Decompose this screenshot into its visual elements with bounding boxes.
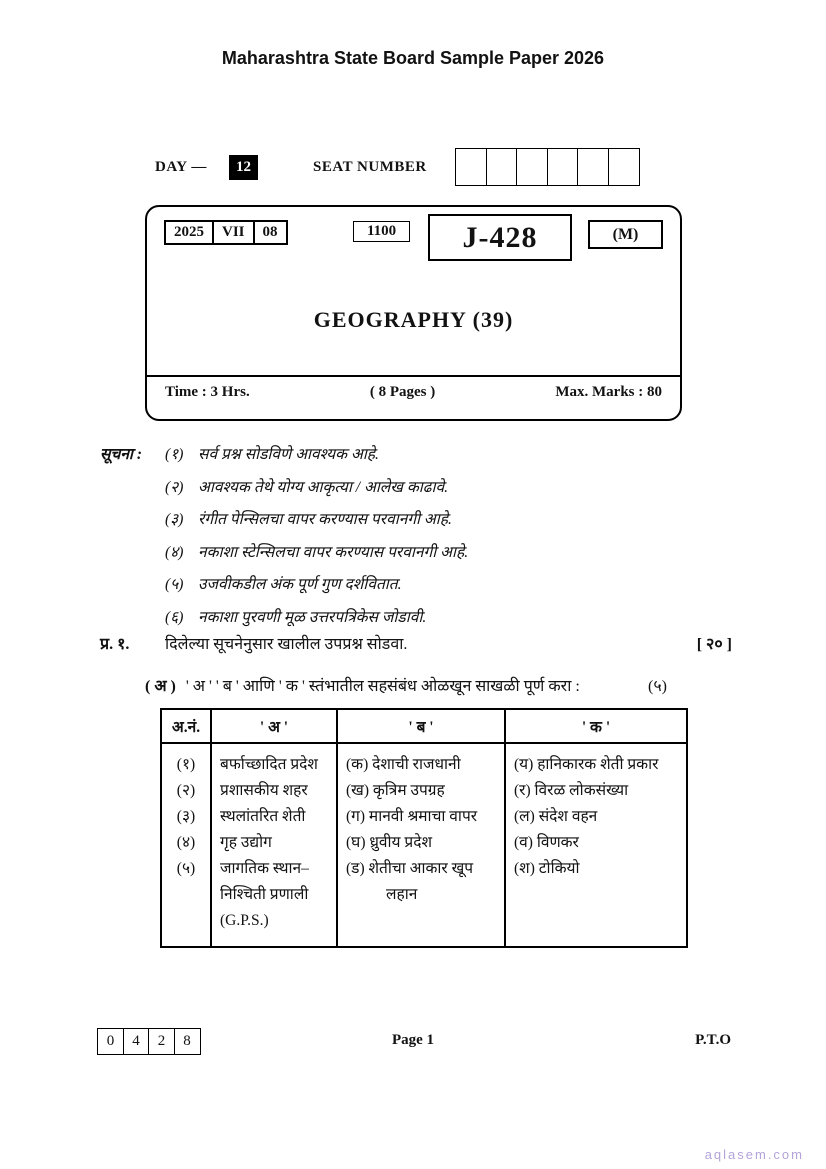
table-body-row — [162, 744, 686, 946]
table-cell-line: (४) — [176, 834, 196, 851]
page-title: Maharashtra State Board Sample Paper 2026 — [221, 48, 605, 68]
table-header-row — [162, 710, 686, 744]
medium-code: (M) — [588, 220, 663, 249]
instruction-number: (१) — [165, 446, 184, 463]
subquestion-marks: (५) — [648, 678, 667, 695]
table-cell-line: (ल) संदेश वहन — [514, 808, 598, 825]
instruction-row — [100, 475, 730, 497]
table-cell-line: (र) विरळ लोकसंख्या — [514, 782, 629, 799]
table-cell-col-b — [336, 744, 504, 946]
table-cell-line: जागतिक स्थान– — [220, 860, 309, 877]
exam-time-code: 1100 — [353, 221, 410, 242]
subject-title: GEOGRAPHY (39) — [313, 307, 514, 332]
pto-label: P.T.O — [695, 1032, 731, 1048]
instruction-text: नकाशा पुरवणी मूळ उत्तरपत्रिकेस जोडावी. — [198, 608, 427, 626]
table-cell-line: (३) — [176, 808, 196, 825]
instructions-label: सूचना : — [100, 446, 142, 463]
table-cell-line: निश्चिती प्रणाली — [220, 886, 309, 903]
exam-max-marks: Max. Marks : 80 — [555, 384, 662, 400]
table-cell-line: गृह उद्योग — [220, 834, 272, 851]
table-cell-line: (ख) कृत्रिम उपग्रह — [346, 782, 445, 799]
code-digit: 2 — [148, 1028, 175, 1055]
seat-number-box — [577, 148, 609, 186]
exam-date-month: VII — [212, 222, 253, 243]
seat-number-grid — [455, 148, 640, 186]
table-cell-line: (५) — [176, 860, 196, 877]
exam-date-box — [164, 220, 288, 245]
table-cell-line: स्थलांतरित शेती — [220, 808, 306, 825]
instruction-row — [100, 605, 730, 627]
seat-number-box — [608, 148, 640, 186]
instruction-text: सर्व प्रश्न सोडविणे आवश्यक आहे. — [198, 446, 379, 463]
exam-info-box — [145, 205, 682, 421]
instruction-text: उजवीकडील अंक पूर्ण गुण दर्शवितात. — [198, 576, 402, 593]
seat-number-box — [455, 148, 487, 186]
question-1-row — [100, 632, 732, 654]
day-label: DAY — — [155, 159, 207, 175]
paper-code: J-428 — [428, 214, 572, 261]
instructions-section — [100, 442, 730, 637]
table-cell-line: (ड) शेतीचा आकार खूप — [346, 860, 474, 877]
table-cell-col-c — [504, 744, 686, 946]
table-cell-col-a — [210, 744, 336, 946]
table-header-col-c: ' क ' — [504, 710, 686, 742]
table-cell-line: (य) हानिकारक शेती प्रकार — [514, 756, 659, 773]
instruction-text: नकाशा स्टेन्सिलचा वापर करण्यास परवानगी आहे. — [198, 543, 469, 561]
seat-number-box — [486, 148, 518, 186]
instruction-number: (५) — [165, 576, 184, 593]
instruction-row — [100, 540, 730, 562]
instruction-text: आवश्यक तेथे योग्य आकृत्या / आलेख काढावे. — [198, 478, 449, 496]
subquestion-label: ( अ ) — [145, 678, 176, 695]
table-cell-line: (G.P.S.) — [220, 912, 269, 929]
exam-box-divider — [147, 375, 680, 377]
table-header-col-a: ' अ ' — [210, 710, 336, 742]
day-value-badge: 12 — [229, 155, 258, 180]
site-watermark: aqlasem.com — [704, 1147, 804, 1162]
question-number: प्र. १. — [100, 636, 130, 653]
table-header-serial: अ.नं. — [171, 719, 201, 736]
instructions-label-spacer — [100, 572, 165, 594]
instruction-text: रंगीत पेन्सिलचा वापर करण्यास परवानगी आहे. — [198, 511, 452, 528]
exam-date-year: 2025 — [174, 224, 204, 240]
exam-duration: Time : 3 Hrs. — [165, 384, 250, 400]
instruction-row — [100, 572, 730, 594]
instructions-label-spacer — [100, 605, 165, 627]
table-cell-line: (ग) मानवी श्रमाचा वापर — [346, 808, 478, 825]
question-marks: [ २० ] — [696, 636, 732, 653]
instruction-row — [100, 442, 730, 464]
instructions-label-spacer — [100, 540, 165, 562]
instruction-number: (३) — [165, 511, 184, 528]
instruction-number: (४) — [165, 543, 184, 561]
table-cell-line: (व) विणकर — [514, 834, 579, 851]
table-cell-line: (घ) ध्रुवीय प्रदेश — [346, 834, 432, 851]
table-cell-line: (श) टोकियो — [514, 860, 580, 877]
exam-pages: ( 8 Pages ) — [369, 384, 436, 400]
instruction-number: (६) — [165, 608, 184, 626]
table-cell-line: (१) — [176, 756, 196, 773]
table-cell-line: प्रशासकीय शहर — [220, 782, 308, 799]
table-cell-line: बर्फाच्छादित प्रदेश — [220, 756, 318, 773]
exam-date-day: 08 — [253, 222, 286, 243]
subquestion-text: ' अ ' ' ब ' आणि ' क ' स्तंभातील सहसंबंध ओळखून साखळी पूर्ण करा : — [185, 678, 580, 695]
code-digit: 8 — [174, 1028, 201, 1055]
table-cell-line: (क) देशाची राजधानी — [346, 756, 461, 773]
code-digit: 4 — [123, 1028, 150, 1055]
subquestion-a-row — [145, 674, 667, 696]
seat-number-box — [516, 148, 548, 186]
question-text: दिलेल्या सूचनेनुसार खालील उपप्रश्न सोडवा. — [165, 636, 408, 653]
table-header-col-b: ' ब ' — [336, 710, 504, 742]
match-columns-table — [160, 708, 688, 948]
seat-number-label: SEAT NUMBER — [313, 159, 427, 175]
instructions-label-spacer — [100, 507, 165, 529]
table-cell-line: (२) — [176, 782, 196, 799]
seat-number-box — [547, 148, 579, 186]
instructions-label-spacer — [100, 475, 165, 497]
table-cell-serial — [162, 744, 210, 946]
table-cell-line: लहान — [386, 886, 418, 903]
instruction-number: (२) — [165, 478, 184, 496]
page-number: Page 1 — [391, 1032, 435, 1048]
exam-meta-row — [165, 384, 662, 401]
instruction-row — [100, 507, 730, 529]
code-digit: 0 — [97, 1028, 124, 1055]
